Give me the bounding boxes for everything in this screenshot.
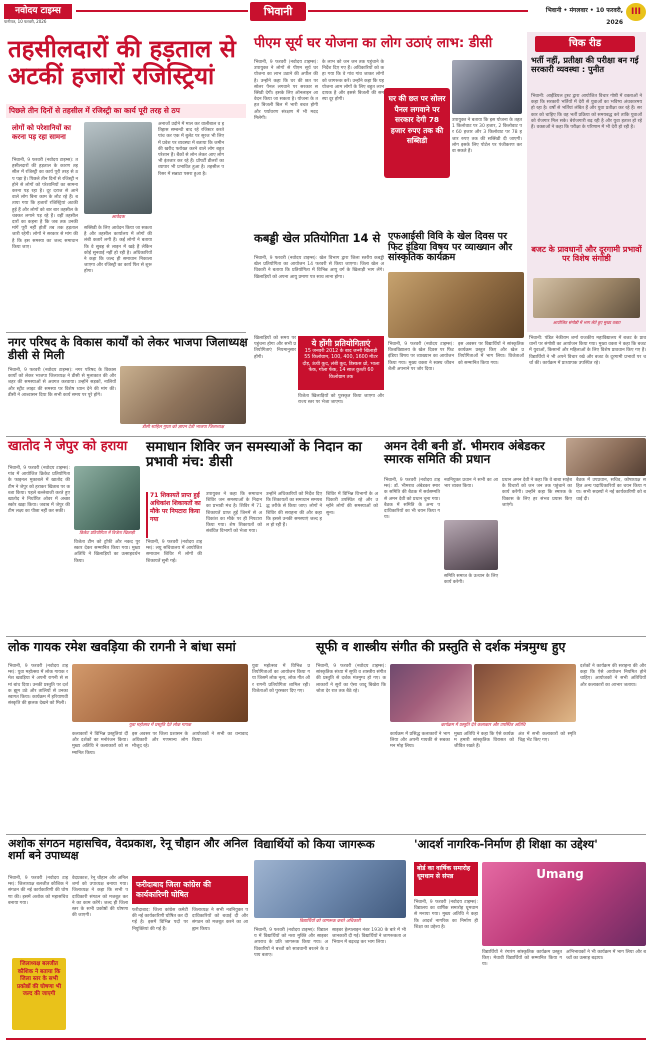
pm-surya-col3: उपायुक्त ने बताया कि इस योजना के तहत 1 किलोवाट पर 30 हजार, 2 किलोवाट पर 60 हजार और 3 किलोवाट पर 78 हजार रुपए तक की सब्सिडी दी जाएगी। लोग इसके लिए पोर्टल पर पंजीकरण करवा सकते हैं। xyxy=(452,118,522,155)
ragini-headline: लोक गायक रमेश खवड़िया की रागनी ने बांधा समां xyxy=(8,639,236,654)
faridabad-col2: जिलाध्यक्ष ने सभी नवनियुक्त पदाधिकारियों को बधाई दी और संगठन को मजबूत करने का आह्वान किया। xyxy=(192,908,248,932)
tehsildar-headline: तहसीलदारों की हड़ताल से अटकीं हजारों रजिस्ट्रियां xyxy=(8,35,236,90)
ambedkar-photo-2 xyxy=(444,520,498,570)
faridabad-headline: फरीदाबाद जिला कांग्रेस की कार्यकारिणी घोषित xyxy=(132,876,248,904)
khatod-col2: विजेता टीम को ट्रॉफी और नकद पुरस्कार देकर सम्मानित किया गया। मुख्य अतिथि ने खिलाड़ियों का उत्साहवर्धन किया। xyxy=(74,540,140,564)
sidebar-caption: आयोजित संगोष्ठी में भाग लेते हुए मुख्य वक्ता xyxy=(552,320,621,325)
ragini-col3: इस अवसर पर जिला प्रशासन के अधिकारी और गणमान्य लोग मौजूद रहे। xyxy=(132,732,188,750)
masthead-brand: नवोदय टाइम्स xyxy=(4,4,72,19)
ambedkar-photo-1 xyxy=(566,438,646,476)
sufi-col4: अंत में सभी कलाकारों को स्मृति चिह्न भेंट किए गए। xyxy=(518,732,576,744)
ashok-callout: जिलाध्यक्ष बलजीत कौशिक ने बताया कि जिला स्तर के सभी प्रकोष्ठों की घोषणा भी जल्द की जाएगी xyxy=(12,958,66,1030)
pm-surya-headline: पीएम सूर्य घर योजना का लोग उठाएं लाभ: डीसी xyxy=(254,35,493,51)
ragini-col1: भिवानी, 9 फरवरी (नवोदय टाइम्स): युवा महोत्सव में लोक गायक रमेश खवड़िया ने अपनी रागनी से समां बांध दिया। उनकी प्रस्तुति पर दर्शक झूम उठे और तालियों से उनका स्वागत किया। कार्यक्रम में हरियाणवी संस्कृति की झलक देखने को मिली। xyxy=(8,664,68,707)
pm-surya-col1: भिवानी, 9 फरवरी (नवोदय टाइम्स): उपायुक्त ने लोगों से पीएम सूर्य घर योजना का लाभ उठाने की अपील की है। उन्होंने कहा कि घर की छत पर सोलर पैनल लगवाने पर सरकार सब्सिडी देगी। इसके लिए ऑनलाइन आवेदन किया जा सकता है। योजना के तहत बिजली बिल में भारी बचत होगी और पर्यावरण संरक्षण में भी मदद मिलेगी। xyxy=(254,60,318,121)
ambedkar-col5: बैठक में उपप्रधान, सचिव, कोषाध्यक्ष सहित अन्य पदाधिकारियों का चयन किया गया। सभी सदस्यों ने नई कार्यकारिणी को बधाई दी। xyxy=(576,478,646,502)
ambedkar-col1: भिवानी, 9 फरवरी (नवोदय टाइम्स): डॉ. भीमराव अंबेडकर स्मारक समिति की बैठक में सर्वसम्मति से अमन देवी को प्रधान चुना गया। बैठक में समिति के अन्य पदाधिकारियों का भी चयन किया गया। xyxy=(384,478,440,521)
vidyarthi-col1: भिवानी, 9 फरवरी (नवोदय टाइम्स): विद्यालय में विद्यार्थियों को नशा मुक्ति और साइबर अपराध के प्रति जागरूक किया गया। अधिकारियों ने बच्चों को सावधानी बरतने के उपाय बताए। xyxy=(254,928,328,958)
divider-1 xyxy=(6,332,246,333)
samadhan-col2: उपायुक्त ने कहा कि समाधान शिविर जन समस्याओं के निदान का प्रभावी मंच है। शिविर में 71 शिकायतें प्राप्त हुईं जिनमें से अधिकांश का मौके पर ही निपटारा किया गया। शेष शिकायतों को संबंधित विभागों को भेजा गया। xyxy=(206,492,262,535)
vidyarthi-col2: साइबर हेल्पलाइन नंबर 1930 के बारे में भी जानकारी दी गई। विद्यार्थियों ने जागरूकता अभियान में बढ़चढ़ कर भाग लिया। xyxy=(332,928,406,946)
ashok-headline: अशोक संगठन महासचिव, वेदप्रकाश, रेनू चौहान और अनिल शर्मा बने उपाध्यक्ष xyxy=(8,837,248,863)
khatod-photo-caption: क्रिकेट प्रतियोगिता में विजेता खिलाड़ी xyxy=(79,530,135,535)
fit-india-col2: इस अवसर पर विद्यार्थियों ने सांस्कृतिक कार्यक्रम प्रस्तुत किए और खेल प्रतियोगिताओं में भाग लिया। विजेताओं को सम्मानित किया गया। xyxy=(458,342,524,366)
sufi-col2: कार्यक्रम में प्रसिद्ध कलाकारों ने भाग लिया और अपनी गायकी से सबका मन मोह लिया। xyxy=(390,732,450,750)
ragini-photo-caption: युवा महोत्सव में प्रस्तुति देते लोक गायक xyxy=(128,723,192,728)
faridabad-col1: फरीदाबाद: जिला कांग्रेस कमेटी की नई कार्यकारिणी घोषित कर दी गई है। इसमें विभिन्न पदों पर नियुक्तियां की गई हैं। xyxy=(132,908,188,932)
adarsh-photo-banner: Umang xyxy=(536,867,584,881)
fit-india-photo xyxy=(388,272,524,338)
samadhan-col1: भिवानी, 9 फरवरी (नवोदय टाइम्स): लघु सचिवालय में आयोजित समाधान शिविर में लोगों की शिकायतें सुनी गईं। xyxy=(146,540,202,564)
ashok-col1: भिवानी, 9 फरवरी (नवोदय टाइम्स): जिलाध्यक्ष बलजीत कौशिक ने संगठन की नई कार्यकारिणी की घोषणा की। इसमें अशोक को महासचिव बनाया गया। xyxy=(8,876,68,906)
kabaddi-col2: खिलाड़ियों को समय पर पहुंचना होगा और सभी प्रतियोगिताएं नियमानुसार होंगी। xyxy=(254,336,296,360)
ashok-col2: वेदप्रकाश, रेनू चौहान और अनिल शर्मा को उपाध्यक्ष बनाया गया। जिलाध्यक्ष ने कहा कि सभी पदाधिकारी संगठन को मजबूत करने का काम करेंगे। जल्द ही जिला स्तर के सभी प्रकोष्ठों की घोषणा की जाएगी। xyxy=(72,876,128,919)
tehsildar-photo-caption: आवेदक xyxy=(111,215,125,220)
khatod-headline: खातोद ने जेपुर को हराया xyxy=(8,439,128,454)
samadhan-col3: उन्होंने अधिकारियों को निर्देश दिए कि शिकायतों का समाधान समयबद्ध तरीके से किया जाए। लोगों ने शिविर की सराहना की और कहा कि इससे उनकी समस्याएं जल्द हल हो रही हैं। xyxy=(266,492,322,529)
tehsildar-kicker: लोगों को परेशानियों का करना पड़ रहा सामना xyxy=(12,124,71,141)
kabaddi-headline: कबड्डी खेल प्रतियोगिता 14 से xyxy=(254,231,381,245)
sidebar-photo xyxy=(533,278,640,318)
ambedkar-headline: अमन देवी बनी डॉ. भीमराव अंबेडकर स्मारक समिति की प्रधान xyxy=(384,439,545,467)
page-number: III xyxy=(626,3,646,21)
sidebar-text-1: भिवानी: आईडियल ट्रस्ट द्वारा आयोजित विचार गोष्ठी में वक्ताओं ने कहा कि सरकारी भर्तियों में देरी से युवाओं का भविष्य अंधकारमय हो रहा है। वर्षों से भर्तियां लंबित हैं और युवा प्रतीक्षा कर रहे हैं। सरकार को चाहिए कि वह भर्ती प्रक्रिया को समयबद्ध करे ताकि युवाओं को रोजगार मिल सके। बेरोजगारी बढ़ रही है और युवा हताश हो रहे हैं। वक्ताओं ने कहा कि परीक्षा के परिणाम में भी देरी हो रही है। xyxy=(531,94,642,131)
adarsh-headline: 'आदर्श नागरिक-निर्माण ही शिक्षा का उद्देश्य' xyxy=(414,837,598,851)
tehsildar-col3: अनाजों उदोने में माल कर वालीबाल व इतिहास सम्बन्धी बाद रहे रजिस्टर करते पांच कर एक में बुलेट पर सूरज भी लिए में प्रवेश पर व्यवस्था में बताया कि जमीन की खरीद फरोख्त करने वाले लोग बहुत परेशान हैं। बैंकों से लोन लेकर आए लोग भी इंतजार कर रहे हैं। प्रॉपर्टी डीलरों का व्यापार भी प्रभावित हुआ है। तहसील परिसर में सन्नाटा पसरा हुआ है। xyxy=(158,122,225,177)
tehsildar-photo xyxy=(84,122,152,214)
samadhan-headline: समाधान शिविर जन समस्याओं के निदान का प्रभावी मंच: डीसी xyxy=(146,439,362,471)
masthead-rule-left xyxy=(76,10,248,12)
masthead xyxy=(0,0,650,25)
pm-surya-photo xyxy=(452,60,522,114)
fit-india-headline: एफआईसी विवि के खेल दिवस पर फिट इंडिया विषय पर व्याख्यान और सांस्कृतिक कार्यक्रम xyxy=(388,231,513,264)
sidebar xyxy=(527,32,646,332)
sidebar-sub: बजट के प्रावधानों और दूरगामी प्रभावों पर विशेष संगोष्ठी xyxy=(531,245,642,263)
khatod-col1: भिवानी, 9 फरवरी (नवोदय टाइम्स): गांव में आयोजित क्रिकेट प्रतियोगिता के फाइनल मुकाबले में खातोद की टीम ने जेपुर को हराकर खिताब पर कब्जा किया। पहले बल्लेबाजी करते हुए खातोद ने निर्धारित ओवर में अच्छा स्कोर खड़ा किया। जवाब में जेपुर की टीम लक्ष्य का पीछा नहीं कर सकी। xyxy=(8,466,70,515)
tehsildar-strap: पिछले तीन दिनों से तहसील में रजिस्ट्री का कार्य पूरी तरह से ठप xyxy=(6,104,246,118)
pm-surya-col2: के लाभ को जन जन तक पहुंचाने के निर्देश दिए गए हैं। अधिकारियों को कहा गया कि वे गांव गांव जाकर लोगों को जागरूक करें। उन्होंने कहा कि यह योजना आम लोगों के लिए बहुत लाभदायक है और इससे बिजली की समस्या दूर होगी। xyxy=(322,60,384,103)
masthead-rule-right xyxy=(308,10,528,12)
kabaddi-col1: भिवानी, 9 फरवरी (नवोदय टाइम्स): खेल विभाग द्वारा जिला स्तरीय कबड्डी खेल प्रतियोगिता का आयोजन 14 फरवरी से किया जाएगा। जिला खेल अधिकारी ने बताया कि प्रतियोगिता में विभिन्न आयु वर्ग के खिलाड़ी भाग लेंगे। खिलाड़ियों को अपना आयु प्रमाण पत्र साथ लाना होगा। xyxy=(254,256,384,280)
ambedkar-col4: प्रधान अमन देवी ने कहा कि वे बाबा साहेब के विचारों को जन जन तक पहुंचाने का कार्य करेंगी। उन्होंने कहा कि स्मारक के विकास के लिए हर संभव प्रयास किए जाएंगे। xyxy=(502,478,572,508)
vidyarthi-photo-caption: विद्यार्थियों को जागरूक करते अधिकारी xyxy=(299,919,361,924)
sufi-col3: मुख्य अतिथि ने कहा कि ऐसे कार्यक्रम हमारी सांस्कृतिक विरासत को जीवित रखते हैं। xyxy=(454,732,514,750)
ambedkar-col3: समिति समाज के उत्थान के लिए कार्य करेगी। xyxy=(444,574,498,586)
kabaddi-col3: विजेता खिलाड़ियों को पुरस्कृत किया जाएगा और राज्य स्तर पर भेजा जाएगा। xyxy=(298,394,384,406)
sufi-photo-1 xyxy=(390,664,472,722)
adarsh-col2: विद्यार्थियों ने रंगारंग सांस्कृतिक कार्यक्रम प्रस्तुत किए। मेधावी विद्यार्थियों को सम्मानित किया गया। xyxy=(482,950,562,968)
adarsh-col1: भिवानी, 9 फरवरी (नवोदय टाइम्स): विद्यालय का वार्षिक समारोह धूमधाम से मनाया गया। मुख्य अतिथि ने कहा कि आदर्श नागरिक का निर्माण ही शिक्षा का उद्देश्य है। xyxy=(414,900,478,930)
nagar-parishad-col1: भिवानी, 9 फरवरी (नवोदय टाइम्स): नगर परिषद के विकास कार्यों को लेकर भाजपा जिलाध्यक्ष ने डीसी से मुलाकात की और शहर की समस्याओं से अवगत करवाया। उन्होंने सड़कों, नालियों और स्ट्रीट लाइट की समस्या पर विशेष ध्यान देने की मांग की। डीसी ने आश्वासन दिया कि सभी कार्य समय पर पूरे होंगे। xyxy=(8,368,116,398)
ambedkar-col2: नवनियुक्त प्रधान ने सभी का आभार व्यक्त किया। xyxy=(444,478,498,490)
sidebar-label: चिक रीड xyxy=(535,36,635,52)
nagar-parishad-photo-caption: डीसी साहिल गुप्ता को ज्ञापन देती भाजपा जिलाध्यक्ष xyxy=(142,425,224,430)
edition-date: भिवानी • मंगलवार • 10 फरवरी, 2026 xyxy=(545,7,623,26)
adarsh-col3: अभिभावकों ने भी कार्यक्रम में भाग लिया और बच्चों का उत्साह बढ़ाया। xyxy=(566,950,646,962)
divider-3 xyxy=(6,636,646,637)
pm-surya-callout: घर की छत पर सोलर पैनल लगवाने पर सरकार देगी 78 हजार रुपए तक की सब्सिडी xyxy=(384,88,450,178)
ragini-col2: कलाकारों ने विभिन्न प्रस्तुतियां दीं और दर्शकों का मनोरंजन किया। मुख्य अतिथि ने कलाकारों को सम्मानित किया। xyxy=(72,732,128,756)
sufi-photo-2 xyxy=(474,664,576,722)
fit-india-col1: भिवानी, 9 फरवरी (नवोदय टाइम्स): विश्वविद्यालय के खेल दिवस पर फिट इंडिया विषय पर व्याख्यान का आयोजन किया गया। मुख्य वक्ता ने स्वस्थ जीवन शैली अपनाने पर जोर दिया। xyxy=(388,342,454,372)
ragini-photo xyxy=(72,664,248,722)
kabaddi-box xyxy=(298,336,384,390)
divider-4 xyxy=(6,834,646,835)
bottom-rule xyxy=(6,1038,646,1040)
nagar-parishad-headline: नगर परिषद के विकास कार्यों को लेकर भाजपा जिलाध्यक्ष डीसी से मिली xyxy=(8,335,248,362)
kabaddi-box-text: 15 जनवरी 2012 के बाद जन्मी खिलाड़ी 55 किलोग्राम, 100, 400, 1600 मीटर दौड़, ऊंची कूद, लंबी कूद, डिस्कस थ्रो, भाला फेंक, गोला फेंक, 14 साल कुश्ती 60 किलोग्राम तक xyxy=(302,349,380,380)
sidebar-headline: भर्ती नहीं, प्रतीक्षा की परीक्षा बन गई सरकारी व्यवस्था : पुनीत xyxy=(531,55,639,75)
sufi-photo-caption: कार्यक्रम में प्रस्तुति देते कलाकार और उपस्थित अतिथि xyxy=(440,723,526,728)
sufi-col5: दर्शकों ने कार्यक्रम की सराहना की और कहा कि ऐसे आयोजन नियमित होने चाहिए। आयोजकों ने सभी अतिथियों और कलाकारों का आभार जताया। xyxy=(580,664,646,688)
nagar-parishad-photo xyxy=(120,366,246,424)
vidyarthi-headline: विद्यार्थियों को किया जागरूक xyxy=(254,837,375,851)
ragini-col4: आयोजकों ने सभी का धन्यवाद किया। xyxy=(192,732,248,744)
samadhan-col4: शिविर में विभिन्न विभागों के अधिकारी उपस्थित रहे और उन्होंने लोगों की समस्याओं को सुना। xyxy=(326,492,378,516)
sufi-headline: सूफी व शास्त्रीय संगीत की प्रस्तुति से दर्शक मंत्रमुग्ध हुए xyxy=(316,639,566,654)
section-title: भिवानी xyxy=(250,2,306,21)
kabaddi-box-title: ये होंगी प्रतियोगिताएं xyxy=(311,339,371,348)
ragini-col5: युवा महोत्सव में विभिन्न प्रतियोगिताओं का आयोजन किया गया जिसमें लोक नृत्य, लोक गीत और रागनी प्रतियोगिता शामिल रही। विजेताओं को पुरस्कार दिए गए। xyxy=(252,664,310,694)
masthead-small-date: पानीपत, 10 फरवरी, 2026 xyxy=(4,19,47,24)
divider-2 xyxy=(6,436,646,437)
tehsildar-col1: भिवानी, 9 फरवरी (नवोदय टाइम्स): तहसीलदारों की हड़ताल के कारण तहसील में रजिस्ट्री का कार्य पूरी तरह से ठप पड़ा है। पिछले तीन दिनों से रजिस्ट्री न होने से लोगों को परेशानियों का सामना करना पड़ रहा है। दूर दराज से आने वाले लोग बिना काम के लौट रहे हैं। बताया गया कि हजारों रजिस्ट्रियां अटकी हुई हैं और लोगों को बार बार तहसील के चक्कर लगाने पड़ रहे हैं। वहीं तहसीलदारों का कहना है कि जब तक उनकी मांगें पूरी नहीं होतीं तब तक हड़ताल जारी रहेगी। लोगों ने सरकार से मांग की है कि इस समस्या का जल्द समाधान किया जाए। xyxy=(12,158,79,250)
sidebar-text-2: भिवानी: पंडित नेकीराम शर्मा राजकीय महाविद्यालय में बजट के प्रावधानों पर संगोष्ठी का आयोजन किया गया। मुख्य वक्ता ने कहा कि बजट में युवाओं, किसानों और महिलाओं के लिए विशेष प्रावधान किए गए हैं। विद्यार्थियों ने भी अपने विचार रखे और बजट के दूरगामी प्रभावों पर चर्चा की। कार्यक्रम में प्राध्यापक उपस्थित रहे। xyxy=(529,336,646,366)
khatod-photo xyxy=(74,466,140,530)
samadhan-sub: 71 शिकायतें प्राप्त हुईं अधिकांश शिकायतों का मौके पर निपटारा किया गया xyxy=(146,492,202,538)
vidyarthi-photo xyxy=(254,860,406,918)
sufi-col1: भिवानी, 9 फरवरी (नवोदय टाइम्स): सांस्कृतिक संध्या में सूफी व शास्त्रीय संगीत की प्रस्तुति से दर्शक मंत्रमुग्ध हो गए। कलाकारों ने सुरों का ऐसा जादू बिखेरा कि श्रोता देर रात तक बैठे रहे। xyxy=(316,664,386,694)
tehsildar-col2: सब्सिडी के लिए आवेदन किया जा सकता है और तहसील कार्यालय में लोगों की लंबी कतारें लगी हैं। कई लोगों ने बताया कि वे सुबह से लाइन में खड़े हैं लेकिन कोई सुनवाई नहीं हो रही है। अधिकारियों ने कहा कि जल्द ही समाधान निकाला जाएगा और रजिस्ट्री का कार्य फिर से शुरू होगा। xyxy=(84,226,152,275)
adarsh-sub: बोर्ड का वार्षिक समारोह धूमधाम से संपन्न xyxy=(414,862,478,896)
